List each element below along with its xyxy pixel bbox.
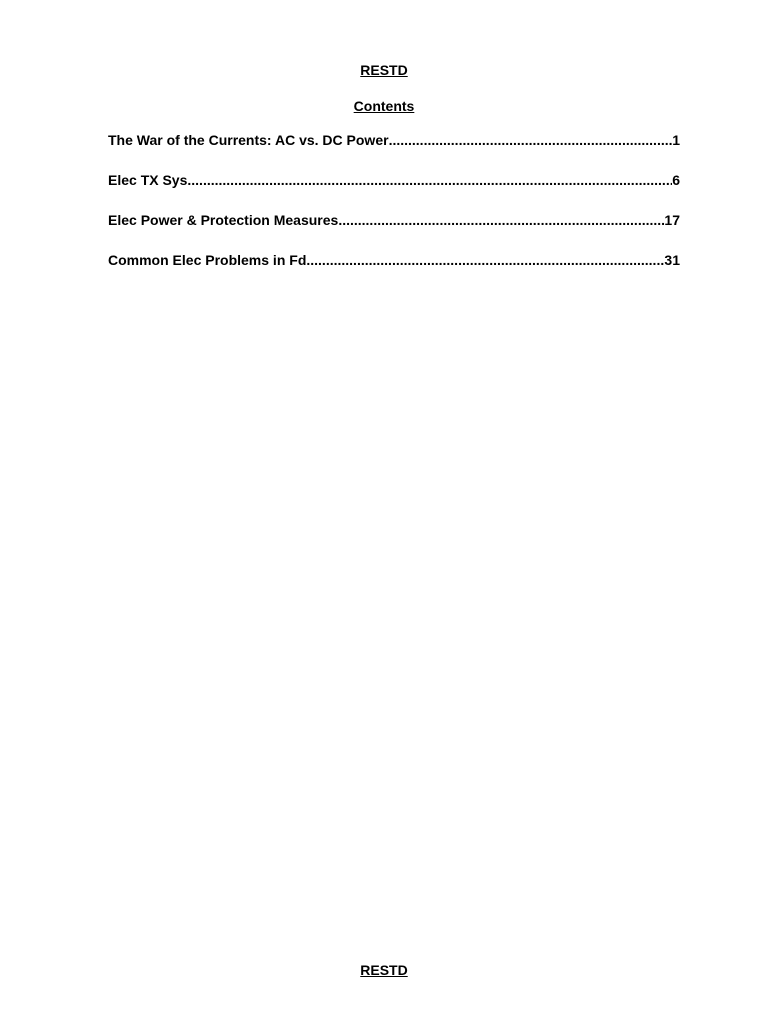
toc-dot-leader bbox=[306, 251, 664, 269]
toc-entry-label: Elec Power & Protection Measures bbox=[108, 212, 339, 228]
toc-entry-page-number: 6 bbox=[672, 172, 680, 188]
toc-entry-page-number: 31 bbox=[664, 252, 680, 268]
toc-entry-war-of-currents[interactable] bbox=[108, 131, 680, 149]
table-of-contents bbox=[108, 131, 680, 291]
toc-entry-label: The War of the Currents: AC vs. DC Power bbox=[108, 132, 389, 148]
toc-dot-leader bbox=[389, 131, 673, 149]
contents-heading: Contents bbox=[353, 98, 415, 114]
toc-entry-power-protection[interactable] bbox=[108, 211, 680, 229]
header-title: RESTD bbox=[360, 62, 408, 78]
toc-entry-common-problems[interactable] bbox=[108, 251, 680, 269]
toc-dot-leader bbox=[187, 171, 672, 189]
toc-entry-page-number: 17 bbox=[664, 212, 680, 228]
toc-entry-page-number: 1 bbox=[672, 132, 680, 148]
toc-entry-label: Common Elec Problems in Fd bbox=[108, 252, 307, 268]
toc-entry-elec-tx-sys[interactable] bbox=[108, 171, 680, 189]
toc-entry-label: Elec TX Sys bbox=[108, 172, 188, 188]
toc-dot-leader bbox=[338, 211, 664, 229]
footer-title: RESTD bbox=[360, 962, 408, 978]
